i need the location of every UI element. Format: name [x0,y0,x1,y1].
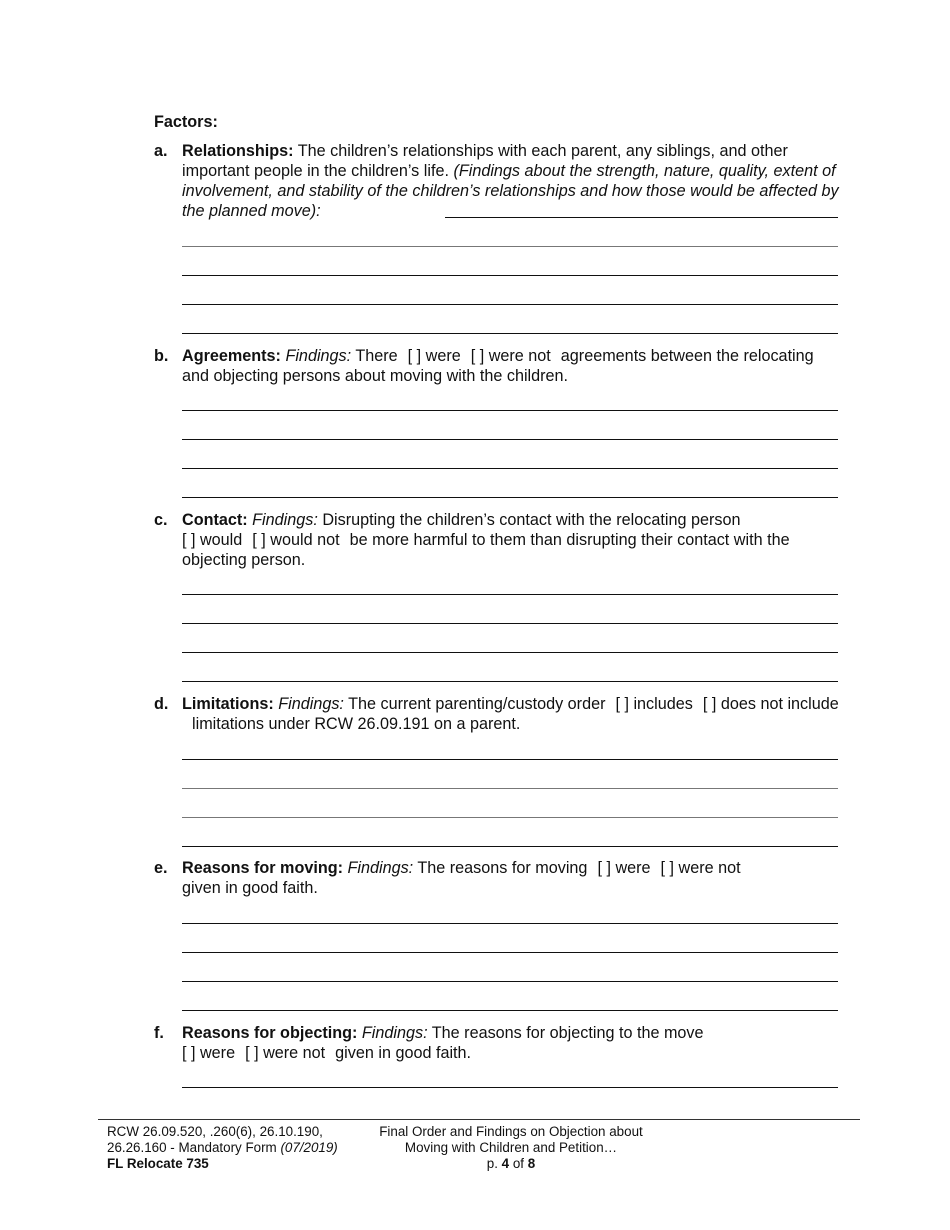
answer-line[interactable] [182,623,838,624]
item-title: Contact: [182,511,248,529]
answer-line[interactable] [182,817,838,818]
item-text: Disrupting the children’s contact with the relocating person [317,511,741,529]
answer-line[interactable] [182,952,838,953]
item-text: agreements between the relocating and objecting persons about moving with the children. [182,347,814,385]
item-text: limitations under RCW 26.09.191 on a parent. [192,715,521,733]
item-text: The reasons for objecting to the move [427,1024,704,1042]
answer-line[interactable] [182,981,838,982]
checkbox-option-were-not[interactable]: [ ] were not [245,1044,326,1062]
checkbox-option-would-not[interactable]: [ ] would not [252,531,340,549]
item-letter: d. [154,695,169,713]
item-body [182,510,844,570]
answer-line[interactable] [445,217,838,218]
item-body [182,141,844,221]
footer-title-line1: Final Order and Findings on Objection about [379,1124,643,1139]
checkbox-option-were-not[interactable]: [ ] were not [470,347,551,365]
item-letter: b. [154,347,169,365]
checkbox-option-were[interactable]: [ ] were [182,1044,236,1062]
checkbox-option-were[interactable]: [ ] were [597,859,651,877]
findings-label: Findings: [285,347,352,365]
answer-line[interactable] [182,1087,838,1088]
findings-label: Findings: [347,859,414,877]
answer-line[interactable] [182,681,838,682]
item-title: Limitations: [182,695,274,713]
item-text: There [351,347,398,365]
answer-line[interactable] [182,304,838,305]
answer-line[interactable] [182,759,838,760]
footer-form-id: FL Relocate 735 [107,1156,209,1171]
item-letter: e. [154,859,168,877]
item-title: Reasons for moving: [182,859,343,877]
item-italic-note: (Findings about the strength, nature, quality, extent of involvement, and stability of the children’s relationships and how those would be affected by the planned move): [182,162,839,220]
answer-line[interactable] [182,246,838,247]
item-text: be more harmful to them than disrupting their contact with the objecting person. [182,531,790,569]
checkbox-option-would[interactable]: [ ] would [182,531,243,549]
footer-rcw-line1: RCW 26.09.520, .260(6), 26.10.190, [107,1124,323,1139]
answer-line[interactable] [182,788,838,789]
item-text: The current parenting/custody order [343,695,606,713]
checkbox-option-includes[interactable]: [ ] includes [615,695,693,713]
checkbox-option-does-not-include[interactable]: [ ] does not include [702,695,839,713]
item-text: given in good faith. [182,879,318,897]
item-text: given in good faith. [335,1044,472,1062]
answer-line[interactable] [182,333,838,334]
answer-line[interactable] [182,652,838,653]
item-body [182,346,844,386]
item-letter: f. [154,1024,164,1042]
footer-rcw-line2: 26.26.160 - Mandatory Form (07/2019) [107,1140,338,1155]
checkbox-option-were-not[interactable]: [ ] were not [660,859,741,877]
findings-label: Findings: [252,511,318,529]
findings-label: Findings: [361,1024,428,1042]
answer-line[interactable] [182,923,838,924]
item-letter: c. [154,511,168,529]
item-title: Reasons for objecting: [182,1024,358,1042]
footer-form-date: (07/2019) [280,1140,338,1155]
answer-line[interactable] [182,846,838,847]
answer-line[interactable] [182,497,838,498]
checkbox-option-were[interactable]: [ ] were [407,347,461,365]
item-text: The children’s relationships with each parent, any siblings, and other important people in the children’s life. [182,142,788,180]
answer-line[interactable] [182,1010,838,1011]
answer-line[interactable] [182,594,838,595]
factors-heading: Factors: [154,113,218,131]
footer-citation [107,1124,338,1172]
answer-line[interactable] [182,410,838,411]
answer-line[interactable] [182,275,838,276]
item-title: Relationships: [182,142,294,160]
item-title: Agreements: [182,347,281,365]
footer-title-line2: Moving with Children and Petition… [404,1140,618,1155]
item-body [182,1023,844,1063]
answer-line[interactable] [182,439,838,440]
findings-label: Findings: [278,695,344,713]
page-number: p. 4 of 8 [486,1156,536,1171]
item-body [182,694,844,734]
footer-title [366,1124,656,1172]
answer-line[interactable] [182,468,838,469]
item-letter: a. [154,142,168,160]
item-text: The reasons for moving [413,859,588,877]
footer-divider [98,1119,860,1120]
item-body [182,858,844,898]
